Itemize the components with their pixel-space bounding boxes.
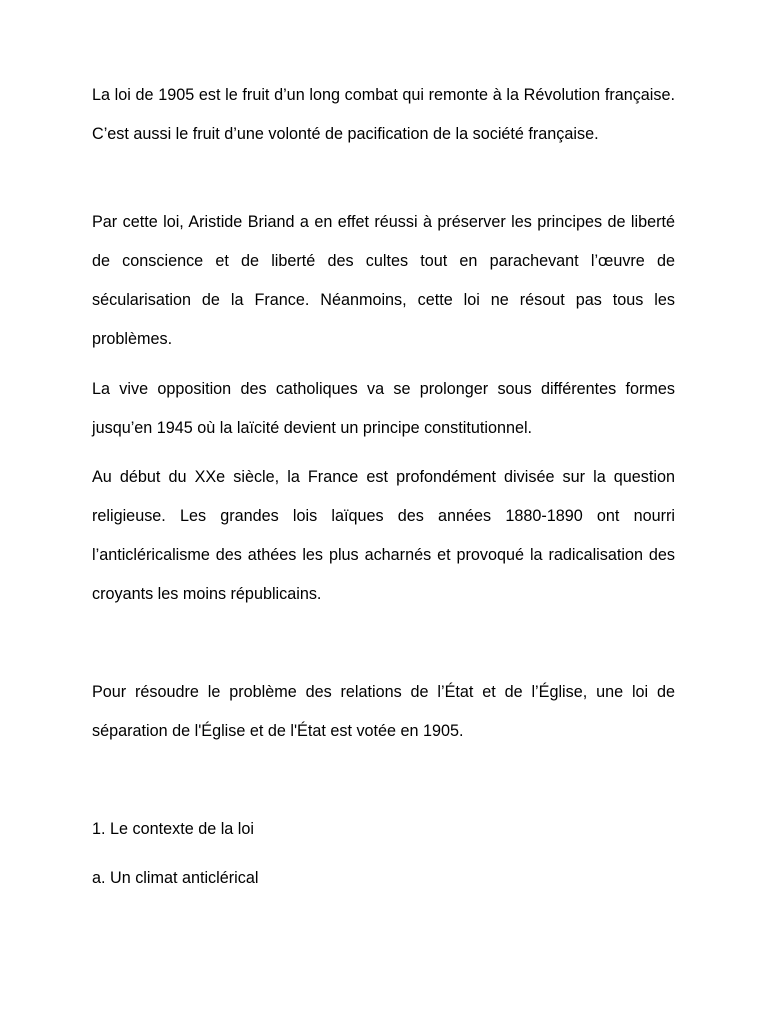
section-heading: 1. Le contexte de la loi bbox=[92, 820, 254, 838]
paragraph-opposition: La vive opposition des catholiques va se prolonger sous différentes formes jusqu’en 1945 où la laïcité devient un principe constitutionnel. bbox=[92, 380, 675, 437]
paragraph-briand: Par cette loi, Aristide Briand a en effet réussi à préserver les principes de liberté de conscience et de liberté des cultes tout en parachevant l’œuvre de sécularisation de la France. Néanmoins, cette loi ne résout pas tous les problèmes. bbox=[92, 213, 675, 348]
paragraph-intro: La loi de 1905 est le fruit d’un long combat qui remonte à la Révolution française. C’est aussi le fruit d’une volonté de pacification de la société française. bbox=[92, 86, 675, 143]
paragraph-separation: Pour résoudre le problème des relations de l’État et de l’Église, une loi de séparation de l'Église et de l'État est votée en 1905. bbox=[92, 683, 675, 740]
paragraph-xxe-siecle: Au début du XXe siècle, la France est profondément divisée sur la question religieuse. Les grandes lois laïques des années 1880-1890 ont nourri l’anticléricalisme des athées les plus acharnés et provoqué la radicalisation des croyants les moins républicains. bbox=[92, 468, 675, 603]
subsection-heading: a. Un climat anticlérical bbox=[92, 869, 259, 887]
